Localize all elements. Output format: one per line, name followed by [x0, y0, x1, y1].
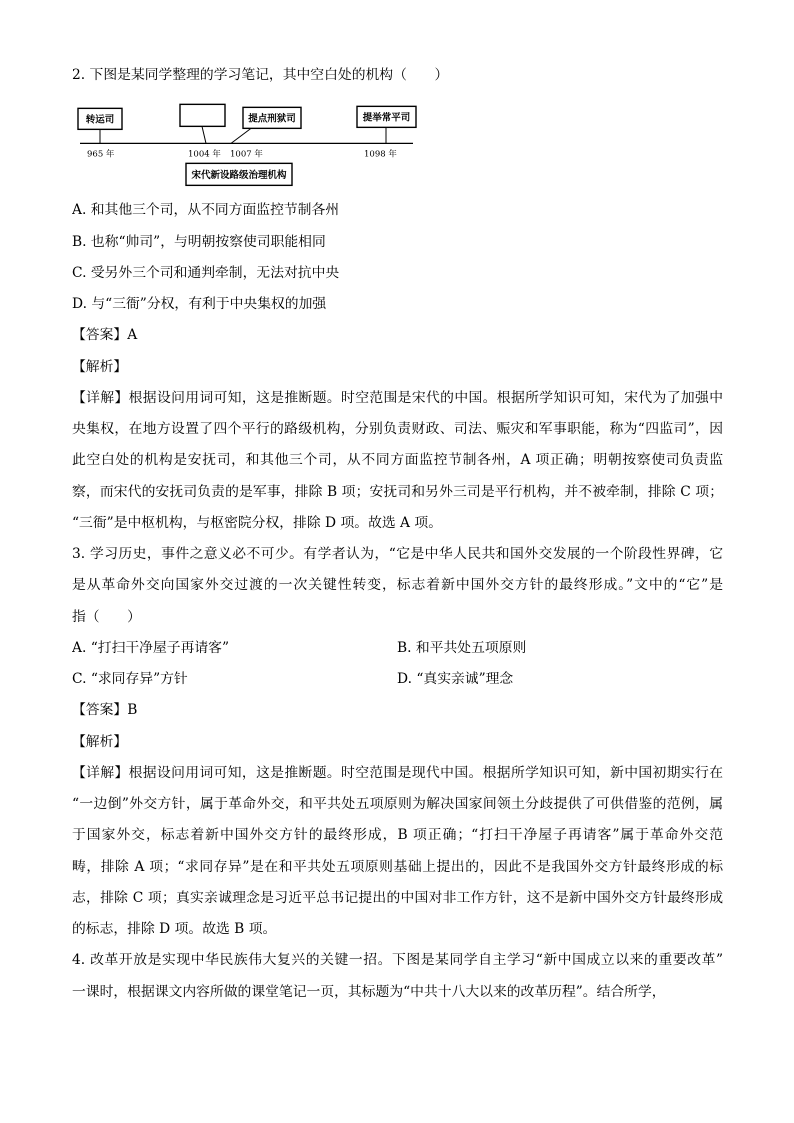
option-c: C. 受另外三个司和通判牵制，无法对抗中央 [72, 264, 340, 281]
question-stem-line: 一课时，根据课文内容所做的课堂笔记一页，其标题为“中共十八大以来的改革历程”。结合所学， [72, 983, 666, 1000]
explanation-line: 察，而宋代的安抚司负责的是军事，排除 B 项；安抚司和另外三司是平行机构，并不被牵制，排除 C 项； [72, 483, 723, 500]
answer-line [72, 320, 723, 351]
timeline-svg [72, 92, 492, 196]
answer-value: A [127, 327, 138, 344]
question-stem: 2. 下图是某同学整理的学习笔记，其中空白处的机构（ ） [72, 67, 449, 84]
year-label: 965 年 [87, 148, 115, 159]
box-blank [180, 104, 225, 126]
explanation-line: 的标志，排除 D 项。故选 B 项。 [72, 921, 277, 938]
connector-blank [202, 126, 206, 143]
answer-label: 【答案】 [72, 327, 128, 344]
explanation-line: 央集权，在地方设置了四个平行的路级机构，分别负责财政、司法、赈灾和军事职能，称为“四监司”，因 [72, 421, 723, 438]
connector-tidian [231, 128, 251, 143]
option-a: A. “打扫干净屋子再请客” [72, 639, 230, 656]
explanation-line: 志，排除 C 项；真实亲诚理念是习近平总书记提出的中国对非工作方针，这不是新中国外交方针最终形成 [72, 889, 723, 906]
option-d: D. 与“三衙”分权，有利于中央集权的加强 [72, 296, 327, 313]
timeline-diagram [72, 92, 723, 196]
option-d: D. “真实亲诚”理念 [397, 671, 514, 688]
explanation-line: 【详解】根据设问用词可知，这是推断题。时空范围是现代中国。根据所学知识可知，新中国初期实行在 [72, 764, 723, 781]
box-tiju-label: 提举常平司 [362, 111, 411, 123]
explanation-line: 畴，排除 A 项；“求同存异”是在和平共处五项原则基础上提出的，因此不是我国外交方针最终形成的标 [72, 858, 723, 875]
question-2 [72, 60, 723, 539]
question-stem-line: 是从革命外交向国家外交过渡的一次关键性转变，标志着新中国外交方针的最终形成。”文中的“它”是 [72, 577, 723, 594]
options-row [72, 664, 723, 695]
answer-label: 【答案】 [72, 702, 128, 719]
explanation-line: 此空白处的机构是安抚司，和其他三个司，从不同方面监控节制各州，A 项正确；明朝按察使司负责监 [72, 452, 723, 469]
option-a: A. 和其他三个司，从不同方面监控节制各州 [72, 202, 340, 219]
explanation-line: 【详解】根据设问用词可知，这是推断题。时空范围是宋代的中国。根据所学知识可知，宋代为了加强中 [72, 389, 723, 406]
answer-line [72, 695, 723, 726]
year-label: 1007 年 [230, 148, 263, 159]
options-row [72, 633, 723, 664]
question-stem-line: 4. 改革开放是实现中华民族伟大复兴的关键一招。下图是某同学自主学习“新中国成立以来的重要改革” [72, 952, 723, 969]
year-label: 1004 年 [188, 148, 221, 159]
year-label: 1098 年 [364, 148, 397, 159]
box-zhuanyun-label: 转运司 [85, 113, 115, 125]
answer-value: B [127, 702, 138, 719]
explanation-line: 于国家外交，标志着新中国外交方针的最终形成，B 项正确；“打扫干净屋子再请客”属于革命外交范 [72, 827, 723, 844]
explanation-line: “一边倒”外交方针，属于革命外交，和平共处五项原则为解决国家间领土分歧提供了可供借鉴的范例，属 [72, 796, 723, 813]
caption-label: 宋代新设路级治理机构 [191, 169, 287, 181]
box-tidian-label: 提点刑狱司 [248, 112, 296, 124]
question-stem-line: 3. 学习历史，事件之意义必不可少。有学者认为，“它是中华人民共和国外交发展的一个阶段性界碑，它 [72, 546, 723, 563]
analysis-label: 【解析】 [72, 358, 128, 375]
analysis-label: 【解析】 [72, 733, 128, 750]
explanation-line: “三衙”是中枢机构，与枢密院分权，排除 D 项。故选 A 项。 [72, 514, 443, 531]
question-4 [72, 945, 723, 1008]
option-c: C. “求同存异”方针 [72, 671, 188, 688]
option-b: B. 也称“帅司”，与明朝按察使司职能相同 [72, 233, 326, 250]
question-stem-line: 指（ ） [72, 608, 141, 625]
option-b: B. 和平共处五项原则 [397, 639, 527, 656]
content-column [72, 60, 723, 1008]
question-3 [72, 539, 723, 945]
